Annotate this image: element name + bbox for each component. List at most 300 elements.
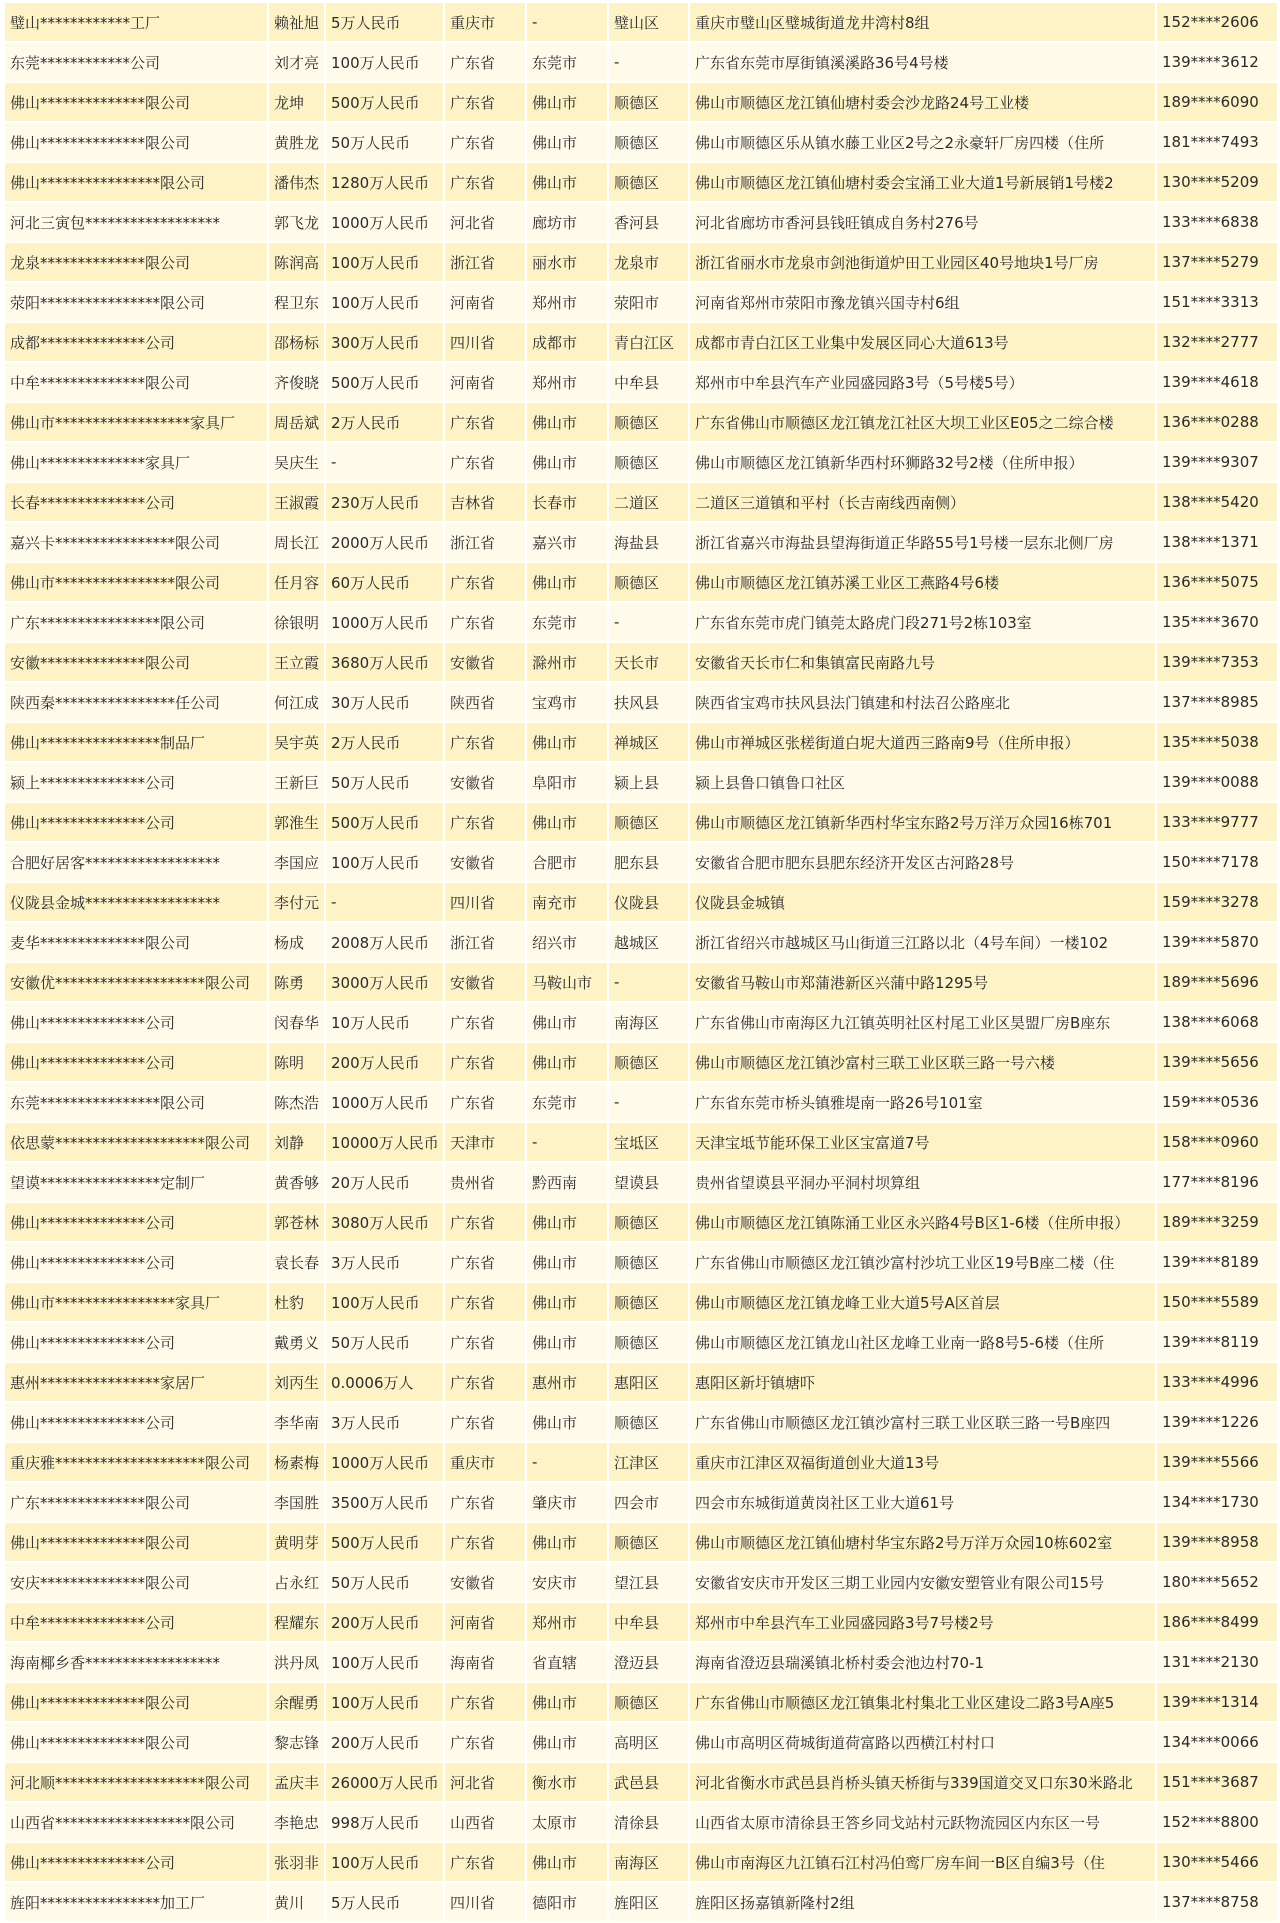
cell-address: 陕西省宝鸡市扶风县法门镇建和村法召公路座北 (689, 682, 1156, 722)
cell-city: 佛山市 (526, 122, 608, 162)
cell-legal-person: 齐俊晓 (268, 362, 325, 402)
cell-address: 河北省衡水市武邑县肖桥头镇天桥街与339国道交叉口东30米路北 (689, 1762, 1156, 1802)
cell-registered-capital: 1000万人民币 (325, 202, 444, 242)
cell-phone: 138****6068 (1156, 1002, 1278, 1042)
cell-company-name: 海南椰乡香****************** (4, 1642, 268, 1682)
cell-legal-person: 陈勇 (268, 962, 325, 1002)
cell-address: 仪陇县金城镇 (689, 882, 1156, 922)
cell-legal-person: 陈润高 (268, 242, 325, 282)
cell-registered-capital: 10000万人民币 (325, 1122, 444, 1162)
cell-phone: 138****1371 (1156, 522, 1278, 562)
cell-district: 顺德区 (608, 1282, 689, 1322)
table-row (4, 442, 1278, 482)
cell-city: 郑州市 (526, 362, 608, 402)
cell-address: 天津宝坻节能环保工业区宝富道7号 (689, 1122, 1156, 1162)
cell-phone: 133****9777 (1156, 802, 1278, 842)
cell-registered-capital: 500万人民币 (325, 1522, 444, 1562)
cell-registered-capital: 2万人民币 (325, 402, 444, 442)
table-row (4, 682, 1278, 722)
cell-legal-person: 杜豹 (268, 1282, 325, 1322)
cell-address: 佛山市顺德区乐从镇水藤工业区2号之2永豪轩厂房四楼（住所 (689, 122, 1156, 162)
cell-company-name: 佛山**************限公司 (4, 1722, 268, 1762)
cell-phone: 177****8196 (1156, 1162, 1278, 1202)
table-body (4, 2, 1278, 1922)
cell-city: 佛山市 (526, 82, 608, 122)
cell-district: 海盐县 (608, 522, 689, 562)
cell-province: 四川省 (444, 1882, 526, 1922)
cell-phone: 139****1226 (1156, 1402, 1278, 1442)
cell-registered-capital: 50万人民币 (325, 122, 444, 162)
cell-legal-person: 赖祉旭 (268, 2, 325, 42)
cell-address: 佛山市顺德区龙江镇仙塘村华宝东路2号万洋万众园10栋602室 (689, 1522, 1156, 1562)
cell-company-name: 麦华**************限公司 (4, 922, 268, 962)
cell-phone: 136****0288 (1156, 402, 1278, 442)
cell-city: 郑州市 (526, 1602, 608, 1642)
cell-legal-person: 杨成 (268, 922, 325, 962)
cell-company-name: 广东****************限公司 (4, 602, 268, 642)
cell-address: 广东省东莞市厚街镇溪溪路36号4号楼 (689, 42, 1156, 82)
cell-legal-person: 孟庆丰 (268, 1762, 325, 1802)
cell-registered-capital: 30万人民币 (325, 682, 444, 722)
cell-province: 广东省 (444, 1522, 526, 1562)
cell-company-name: 佛山市******************家具厂 (4, 402, 268, 442)
cell-registered-capital: 100万人民币 (325, 282, 444, 322)
cell-phone: 132****2777 (1156, 322, 1278, 362)
cell-legal-person: 闵春华 (268, 1002, 325, 1042)
cell-registered-capital: 100万人民币 (325, 1842, 444, 1882)
table-row (4, 1882, 1278, 1922)
cell-company-name: 东莞************公司 (4, 42, 268, 82)
cell-legal-person: 李华南 (268, 1402, 325, 1442)
cell-city: 东莞市 (526, 602, 608, 642)
cell-province: 广东省 (444, 402, 526, 442)
table-row (4, 802, 1278, 842)
cell-company-name: 成都**************公司 (4, 322, 268, 362)
cell-company-name: 广东**************限公司 (4, 1482, 268, 1522)
cell-company-name: 佛山**************公司 (4, 1402, 268, 1442)
cell-phone: 152****8800 (1156, 1802, 1278, 1842)
table-row (4, 1842, 1278, 1882)
cell-district: 肥东县 (608, 842, 689, 882)
cell-registered-capital: 26000万人民币 (325, 1762, 444, 1802)
cell-city: 佛山市 (526, 1522, 608, 1562)
cell-phone: 139****5870 (1156, 922, 1278, 962)
cell-district: 江津区 (608, 1442, 689, 1482)
cell-legal-person: 李国胜 (268, 1482, 325, 1522)
cell-phone: 139****8958 (1156, 1522, 1278, 1562)
cell-address: 广东省佛山市顺德区龙江镇龙江社区大坝工业区E05之二综合楼 (689, 402, 1156, 442)
cell-legal-person: 郭淮生 (268, 802, 325, 842)
cell-district: 顺德区 (608, 1682, 689, 1722)
cell-city: 廊坊市 (526, 202, 608, 242)
cell-phone: 150****7178 (1156, 842, 1278, 882)
cell-province: 广东省 (444, 1282, 526, 1322)
cell-district: 顺德区 (608, 1042, 689, 1082)
cell-company-name: 仪陇县金城****************** (4, 882, 268, 922)
cell-district: 扶风县 (608, 682, 689, 722)
cell-phone: 139****9307 (1156, 442, 1278, 482)
cell-province: 浙江省 (444, 522, 526, 562)
cell-district: 中牟县 (608, 362, 689, 402)
cell-city: 阜阳市 (526, 762, 608, 802)
cell-phone: 137****8758 (1156, 1882, 1278, 1922)
company-table (3, 1, 1279, 1923)
cell-address: 佛山市禅城区张槎街道白坭大道西三路南9号（住所申报） (689, 722, 1156, 762)
table-row (4, 1682, 1278, 1722)
cell-company-name: 中牟**************公司 (4, 1602, 268, 1642)
cell-phone: 136****5075 (1156, 562, 1278, 602)
cell-province: 安徽省 (444, 962, 526, 1002)
cell-company-name: 山西省******************限公司 (4, 1802, 268, 1842)
table-row (4, 482, 1278, 522)
cell-address: 颍上县鲁口镇鲁口社区 (689, 762, 1156, 802)
cell-registered-capital: 3680万人民币 (325, 642, 444, 682)
cell-province: 广东省 (444, 42, 526, 82)
cell-registered-capital: 5万人民币 (325, 1882, 444, 1922)
cell-city: 省直辖 (526, 1642, 608, 1682)
cell-district: 禅城区 (608, 722, 689, 762)
cell-address: 佛山市高明区荷城街道荷富路以西横江村村口 (689, 1722, 1156, 1762)
cell-registered-capital: 3000万人民币 (325, 962, 444, 1002)
cell-address: 佛山市南海区九江镇石江村冯伯鸾厂房车间一B区自编3号（住 (689, 1842, 1156, 1882)
cell-legal-person: 黄香够 (268, 1162, 325, 1202)
cell-company-name: 惠州****************家居厂 (4, 1362, 268, 1402)
cell-city: 佛山市 (526, 1682, 608, 1722)
table-row (4, 282, 1278, 322)
cell-legal-person: 周岳斌 (268, 402, 325, 442)
cell-phone: 159****0536 (1156, 1082, 1278, 1122)
cell-legal-person: 李国应 (268, 842, 325, 882)
cell-address: 河北省廊坊市香河县钱旺镇成自务村276号 (689, 202, 1156, 242)
cell-address: 四会市东城街道黄岗社区工业大道61号 (689, 1482, 1156, 1522)
cell-registered-capital: 100万人民币 (325, 1282, 444, 1322)
cell-registered-capital: 2008万人民币 (325, 922, 444, 962)
cell-city: 佛山市 (526, 162, 608, 202)
cell-address: 郑州市中牟县汽车工业园盛园路3号7号楼2号 (689, 1602, 1156, 1642)
cell-province: 广东省 (444, 442, 526, 482)
cell-registered-capital: 50万人民币 (325, 1322, 444, 1362)
cell-address: 河南省郑州市荥阳市豫龙镇兴国寺村6组 (689, 282, 1156, 322)
cell-address: 佛山市顺德区龙江镇龙峰工业大道5号A区首层 (689, 1282, 1156, 1322)
table-row (4, 1482, 1278, 1522)
cell-district: - (608, 602, 689, 642)
cell-registered-capital: 500万人民币 (325, 362, 444, 402)
cell-legal-person: 刘才亮 (268, 42, 325, 82)
cell-province: 安徽省 (444, 762, 526, 802)
cell-address: 惠阳区新圩镇塘吓 (689, 1362, 1156, 1402)
table-row (4, 562, 1278, 602)
cell-legal-person: 邵杨标 (268, 322, 325, 362)
cell-company-name: 嘉兴卡****************限公司 (4, 522, 268, 562)
cell-phone: 139****4618 (1156, 362, 1278, 402)
cell-province: 广东省 (444, 1402, 526, 1442)
cell-legal-person: 王淑霞 (268, 482, 325, 522)
cell-legal-person: 潘伟杰 (268, 162, 325, 202)
cell-legal-person: 占永红 (268, 1562, 325, 1602)
cell-province: 四川省 (444, 322, 526, 362)
cell-company-name: 佛山市****************限公司 (4, 562, 268, 602)
cell-city: 佛山市 (526, 1282, 608, 1322)
cell-registered-capital: 1280万人民币 (325, 162, 444, 202)
cell-district: 顺德区 (608, 1202, 689, 1242)
cell-company-name: 佛山**************公司 (4, 1042, 268, 1082)
cell-legal-person: 袁长春 (268, 1242, 325, 1282)
cell-registered-capital: 3万人民币 (325, 1402, 444, 1442)
cell-city: 佛山市 (526, 802, 608, 842)
cell-district: 顺德区 (608, 122, 689, 162)
cell-district: 高明区 (608, 1722, 689, 1762)
cell-city: 佛山市 (526, 1042, 608, 1082)
cell-address: 郑州市中牟县汽车产业园盛园路3号（5号楼5号） (689, 362, 1156, 402)
cell-phone: 131****2130 (1156, 1642, 1278, 1682)
cell-city: 佛山市 (526, 722, 608, 762)
cell-city: 佛山市 (526, 1842, 608, 1882)
cell-address: 浙江省绍兴市越城区马山街道三江路以北（4号车间）一楼102 (689, 922, 1156, 962)
cell-registered-capital: 50万人民币 (325, 1562, 444, 1602)
cell-registered-capital: 5万人民币 (325, 2, 444, 42)
cell-phone: 133****4996 (1156, 1362, 1278, 1402)
cell-company-name: 颍上**************公司 (4, 762, 268, 802)
cell-company-name: 河北三寅包****************** (4, 202, 268, 242)
cell-phone: 139****8189 (1156, 1242, 1278, 1282)
cell-registered-capital: 500万人民币 (325, 802, 444, 842)
cell-phone: 139****7353 (1156, 642, 1278, 682)
cell-city: 太原市 (526, 1802, 608, 1842)
table-row (4, 1802, 1278, 1842)
cell-company-name: 佛山**************限公司 (4, 1682, 268, 1722)
table-row (4, 42, 1278, 82)
cell-address: 山西省太原市清徐县王答乡同戈站村元跃物流园区内东区一号 (689, 1802, 1156, 1842)
cell-company-name: 河北顺********************限公司 (4, 1762, 268, 1802)
cell-legal-person: 王立霞 (268, 642, 325, 682)
cell-province: 河北省 (444, 202, 526, 242)
cell-registered-capital: 2万人民币 (325, 722, 444, 762)
cell-district: 顺德区 (608, 1322, 689, 1362)
cell-registered-capital: 1000万人民币 (325, 1442, 444, 1482)
cell-district: 越城区 (608, 922, 689, 962)
cell-legal-person: 洪丹凤 (268, 1642, 325, 1682)
cell-registered-capital: - (325, 882, 444, 922)
cell-address: 浙江省嘉兴市海盐县望海街道正华路55号1号楼一层东北侧厂房 (689, 522, 1156, 562)
cell-company-name: 中牟**************限公司 (4, 362, 268, 402)
cell-city: 黔西南 (526, 1162, 608, 1202)
cell-province: 广东省 (444, 1242, 526, 1282)
cell-company-name: 佛山**************限公司 (4, 1522, 268, 1562)
cell-district: 宝坻区 (608, 1122, 689, 1162)
cell-address: 贵州省望谟县平洞办平洞村坝算组 (689, 1162, 1156, 1202)
cell-registered-capital: 20万人民币 (325, 1162, 444, 1202)
cell-district: 南海区 (608, 1842, 689, 1882)
cell-company-name: 佛山**************限公司 (4, 122, 268, 162)
cell-district: 旌阳区 (608, 1882, 689, 1922)
cell-city: 佛山市 (526, 1002, 608, 1042)
cell-city: 丽水市 (526, 242, 608, 282)
cell-registered-capital: 200万人民币 (325, 1602, 444, 1642)
cell-district: 颍上县 (608, 762, 689, 802)
cell-city: 佛山市 (526, 1402, 608, 1442)
cell-registered-capital: 200万人民币 (325, 1042, 444, 1082)
cell-registered-capital: 100万人民币 (325, 242, 444, 282)
cell-phone: 138****5420 (1156, 482, 1278, 522)
table-row (4, 402, 1278, 442)
cell-city: 惠州市 (526, 1362, 608, 1402)
table-row (4, 1762, 1278, 1802)
cell-company-name: 佛山**************公司 (4, 1202, 268, 1242)
cell-legal-person: 郭飞龙 (268, 202, 325, 242)
cell-city: 佛山市 (526, 562, 608, 602)
cell-province: 广东省 (444, 1842, 526, 1882)
table-row (4, 322, 1278, 362)
cell-phone: 139****5656 (1156, 1042, 1278, 1082)
cell-phone: 158****0960 (1156, 1122, 1278, 1162)
cell-city: 佛山市 (526, 1722, 608, 1762)
cell-phone: 151****3313 (1156, 282, 1278, 322)
cell-registered-capital: 200万人民币 (325, 1722, 444, 1762)
cell-address: 浙江省丽水市龙泉市剑池街道炉田工业园区40号地块1号厂房 (689, 242, 1156, 282)
cell-district: 龙泉市 (608, 242, 689, 282)
cell-address: 广东省佛山市顺德区龙江镇沙富村三联工业区联三路一号B座四 (689, 1402, 1156, 1442)
cell-city: 滁州市 (526, 642, 608, 682)
cell-address: 广东省东莞市虎门镇莞太路虎门段271号2栋103室 (689, 602, 1156, 642)
cell-province: 贵州省 (444, 1162, 526, 1202)
table-row (4, 1122, 1278, 1162)
cell-legal-person: 李艳忠 (268, 1802, 325, 1842)
cell-city: 佛山市 (526, 1202, 608, 1242)
cell-province: 广东省 (444, 82, 526, 122)
cell-phone: 189****5696 (1156, 962, 1278, 1002)
cell-province: 安徽省 (444, 842, 526, 882)
cell-district: 望谟县 (608, 1162, 689, 1202)
cell-phone: 152****2606 (1156, 2, 1278, 42)
table-row (4, 1362, 1278, 1402)
table-row (4, 1442, 1278, 1482)
cell-phone: 139****5566 (1156, 1442, 1278, 1482)
cell-registered-capital: 998万人民币 (325, 1802, 444, 1842)
cell-district: 仪陇县 (608, 882, 689, 922)
cell-registered-capital: 50万人民币 (325, 762, 444, 802)
cell-city: 佛山市 (526, 442, 608, 482)
cell-district: 天长市 (608, 642, 689, 682)
cell-province: 广东省 (444, 1042, 526, 1082)
table-row (4, 722, 1278, 762)
table-row (4, 922, 1278, 962)
cell-legal-person: 张羽非 (268, 1842, 325, 1882)
cell-city: 绍兴市 (526, 922, 608, 962)
cell-province: 广东省 (444, 1082, 526, 1122)
cell-district: 香河县 (608, 202, 689, 242)
cell-city: 佛山市 (526, 402, 608, 442)
cell-legal-person: 吴庆生 (268, 442, 325, 482)
cell-province: 吉林省 (444, 482, 526, 522)
cell-legal-person: 龙坤 (268, 82, 325, 122)
table-row (4, 1402, 1278, 1442)
cell-address: 佛山市顺德区龙江镇仙塘村委会宝涌工业大道1号新展销1号楼2 (689, 162, 1156, 202)
cell-company-name: 长春**************公司 (4, 482, 268, 522)
cell-province: 山西省 (444, 1802, 526, 1842)
cell-legal-person: 陈明 (268, 1042, 325, 1082)
cell-legal-person: 程卫东 (268, 282, 325, 322)
cell-company-name: 陕西秦****************任公司 (4, 682, 268, 722)
cell-province: 河南省 (444, 362, 526, 402)
cell-company-name: 望谟****************定制厂 (4, 1162, 268, 1202)
cell-city: 东莞市 (526, 1082, 608, 1122)
table-row (4, 122, 1278, 162)
cell-district: 清徐县 (608, 1802, 689, 1842)
cell-city: 安庆市 (526, 1562, 608, 1602)
cell-province: 重庆市 (444, 2, 526, 42)
cell-legal-person: 杨素梅 (268, 1442, 325, 1482)
cell-city: 衡水市 (526, 1762, 608, 1802)
cell-legal-person: 程耀东 (268, 1602, 325, 1642)
cell-address: 安徽省天长市仁和集镇富民南路九号 (689, 642, 1156, 682)
cell-phone: 186****8499 (1156, 1602, 1278, 1642)
cell-legal-person: 黄明芽 (268, 1522, 325, 1562)
cell-city: 长春市 (526, 482, 608, 522)
cell-legal-person: 黄胜龙 (268, 122, 325, 162)
cell-district: 顺德区 (608, 1242, 689, 1282)
cell-registered-capital: 0.0006万人 (325, 1362, 444, 1402)
cell-registered-capital: 2000万人民币 (325, 522, 444, 562)
cell-district: 望江县 (608, 1562, 689, 1602)
cell-company-name: 佛山**************公司 (4, 1842, 268, 1882)
cell-company-name: 佛山**************公司 (4, 1002, 268, 1042)
table-row (4, 82, 1278, 122)
table-row (4, 1082, 1278, 1122)
cell-legal-person: 刘静 (268, 1122, 325, 1162)
cell-province: 广东省 (444, 1682, 526, 1722)
cell-address: 旌阳区扬嘉镇新隆村2组 (689, 1882, 1156, 1922)
table-row (4, 1042, 1278, 1082)
table-row (4, 202, 1278, 242)
cell-district: 顺德区 (608, 442, 689, 482)
cell-district: - (608, 962, 689, 1002)
cell-province: 广东省 (444, 1322, 526, 1362)
cell-legal-person: 余醒勇 (268, 1682, 325, 1722)
cell-company-name: 佛山**************公司 (4, 1322, 268, 1362)
cell-province: 四川省 (444, 882, 526, 922)
table-row (4, 1722, 1278, 1762)
cell-province: 广东省 (444, 602, 526, 642)
cell-legal-person: 陈杰浩 (268, 1082, 325, 1122)
cell-province: 广东省 (444, 1482, 526, 1522)
cell-phone: 137****8985 (1156, 682, 1278, 722)
cell-company-name: 龙泉**************限公司 (4, 242, 268, 282)
cell-phone: 139****0088 (1156, 762, 1278, 802)
cell-city: 郑州市 (526, 282, 608, 322)
cell-phone: 134****1730 (1156, 1482, 1278, 1522)
cell-company-name: 东莞****************限公司 (4, 1082, 268, 1122)
table-row (4, 1522, 1278, 1562)
cell-phone: 159****3278 (1156, 882, 1278, 922)
cell-address: 广东省佛山市顺德区龙江镇集北村集北工业区建设二路3号A座5 (689, 1682, 1156, 1722)
cell-registered-capital: 100万人民币 (325, 1642, 444, 1682)
cell-legal-person: 李付元 (268, 882, 325, 922)
cell-phone: 189****6090 (1156, 82, 1278, 122)
cell-province: 河北省 (444, 1762, 526, 1802)
cell-province: 浙江省 (444, 922, 526, 962)
cell-legal-person: 刘丙生 (268, 1362, 325, 1402)
cell-phone: 130****5466 (1156, 1842, 1278, 1882)
cell-company-name: 佛山市****************家具厂 (4, 1282, 268, 1322)
cell-phone: 181****7493 (1156, 122, 1278, 162)
cell-city: 佛山市 (526, 1322, 608, 1362)
cell-district: 惠阳区 (608, 1362, 689, 1402)
cell-phone: 139****3612 (1156, 42, 1278, 82)
cell-registered-capital: 3080万人民币 (325, 1202, 444, 1242)
table-row (4, 1322, 1278, 1362)
cell-address: 广东省东莞市桥头镇雅堤南一路26号101室 (689, 1082, 1156, 1122)
cell-district: 顺德区 (608, 402, 689, 442)
